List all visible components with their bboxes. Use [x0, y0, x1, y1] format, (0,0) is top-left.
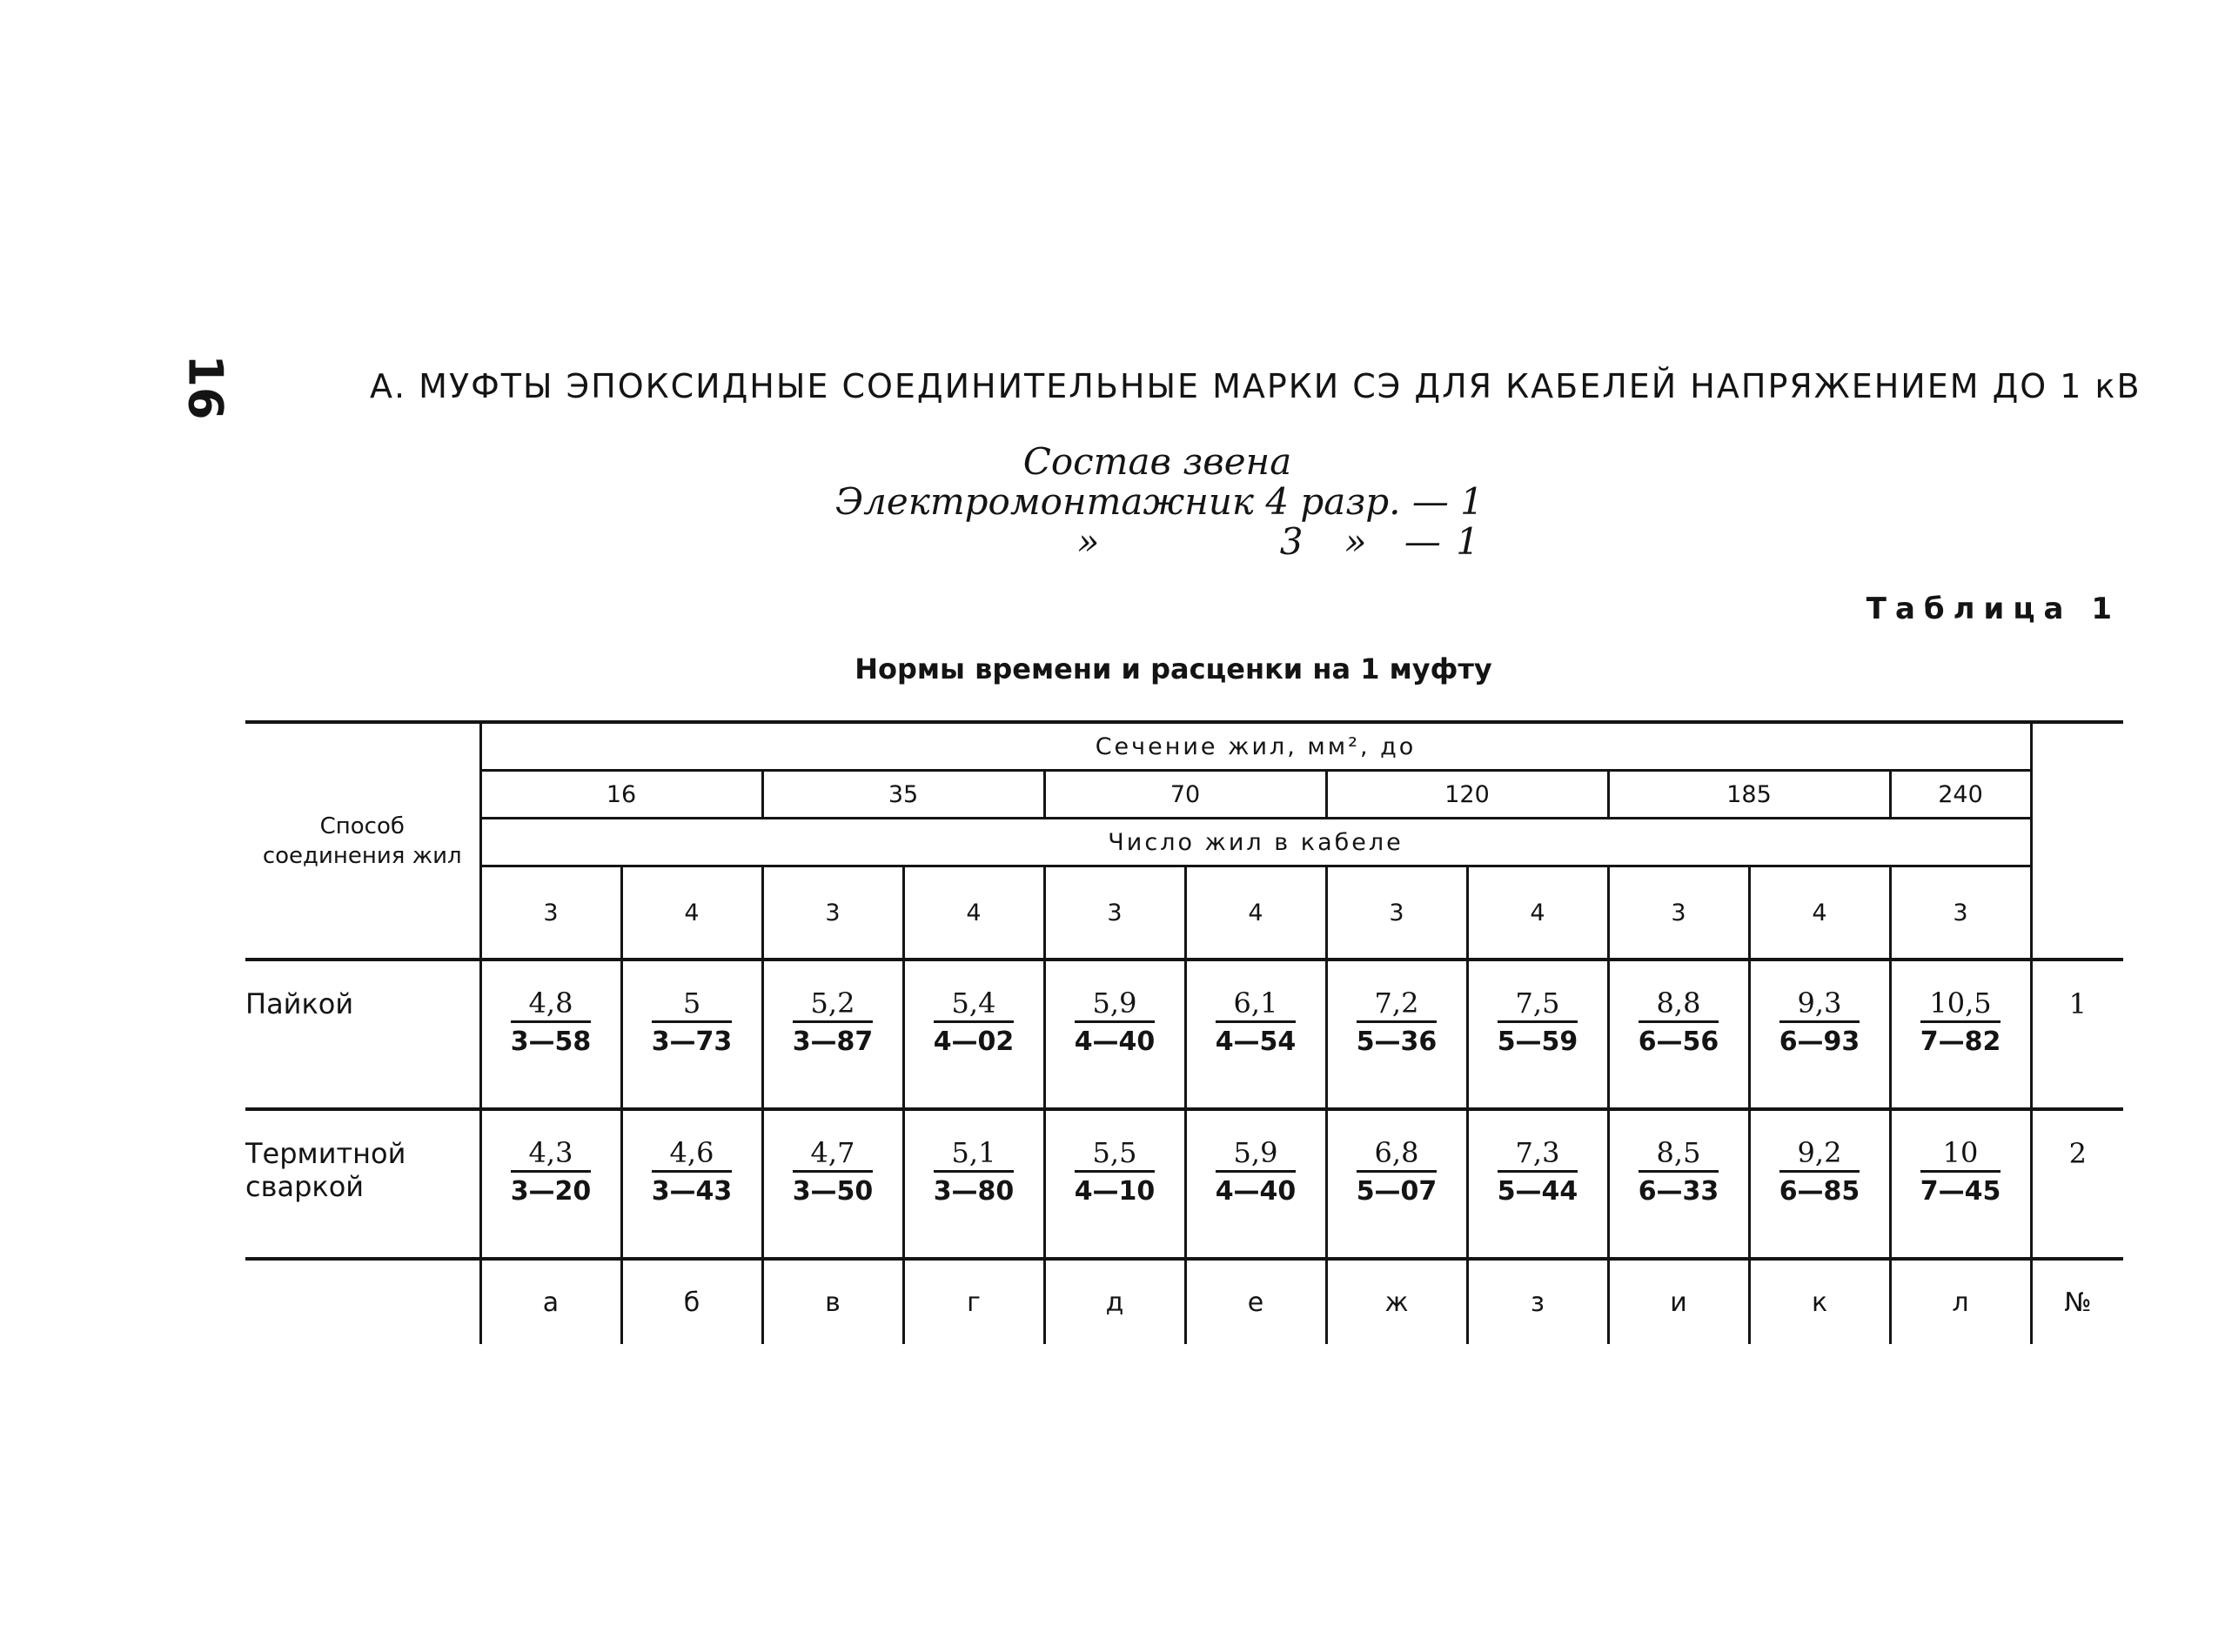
price: 4—54: [1215, 1027, 1297, 1057]
table-row: [245, 1109, 2123, 1259]
crew-composition: [835, 440, 1484, 563]
price: 6—93: [1779, 1027, 1860, 1057]
number-mark: №: [2064, 1287, 2092, 1318]
time-norm: 9,3: [1779, 986, 1860, 1023]
price: 4—02: [933, 1027, 1015, 1057]
table-cell: [1185, 960, 1326, 1109]
sizes-row: [245, 771, 2123, 819]
core-count: 4: [621, 866, 762, 960]
core-count: 4: [1467, 866, 1608, 960]
table-cell: [1467, 1109, 1608, 1259]
table-cell: [1749, 960, 1890, 1109]
core-count: 3: [762, 866, 903, 960]
time-norm: 8,5: [1639, 1135, 1719, 1173]
time-norm: 9,2: [1779, 1135, 1860, 1173]
time-norm: 4,3: [511, 1135, 592, 1173]
size-header: 120: [1326, 771, 1608, 819]
column-letter: г: [903, 1259, 1044, 1344]
table-cell: [1185, 1109, 1326, 1259]
price: 4—40: [1074, 1027, 1156, 1057]
table-cell: [903, 1109, 1044, 1259]
price: 3—20: [510, 1176, 592, 1207]
time-norm: 10,5: [1920, 986, 2001, 1023]
price: 3—58: [510, 1027, 592, 1057]
time-norm: 5,4: [934, 986, 1015, 1023]
number-header: [2031, 722, 2123, 960]
time-norm: 5,9: [1075, 986, 1156, 1023]
time-norm: 7,5: [1498, 986, 1578, 1023]
page-number: 16: [178, 354, 233, 420]
price: 3—87: [792, 1027, 874, 1057]
size-header: 16: [480, 771, 762, 819]
table-cell: [903, 960, 1044, 1109]
time-norm: 5: [652, 986, 733, 1023]
table-cell: [1608, 1109, 1749, 1259]
table-cell: [480, 1109, 621, 1259]
price: 7—82: [1920, 1027, 2001, 1057]
crew-title: Состав звена: [1022, 440, 1292, 483]
table-cell: [1608, 960, 1749, 1109]
crew-grade: 3: [1279, 520, 1304, 563]
time-norm: 7,3: [1498, 1135, 1578, 1173]
time-norm: 5,1: [934, 1135, 1015, 1173]
price: 6—33: [1638, 1176, 1719, 1207]
time-norm: 10: [1920, 1135, 2001, 1173]
table-cell: [480, 960, 621, 1109]
table-label: Таблица 1: [1866, 592, 2121, 626]
table-cell: [621, 1109, 762, 1259]
size-header: 70: [1044, 771, 1326, 819]
time-norm: 7,2: [1357, 986, 1438, 1023]
price: 5—07: [1356, 1176, 1438, 1207]
column-letter: л: [1890, 1259, 2031, 1344]
crew-line-2: [835, 522, 1479, 562]
row-number: 1: [2031, 960, 2123, 1109]
crew-line-1: Электромонтажник 4 разр. — 1: [835, 480, 1484, 523]
table-cell: [1749, 1109, 1890, 1259]
method-header: Способ соединения жил: [245, 722, 480, 960]
table-title: [0, 652, 2225, 686]
column-letter: к: [1749, 1259, 1890, 1344]
table-cell: [1326, 1109, 1467, 1259]
table-cell: [762, 960, 903, 1109]
row-number: 2: [2031, 1109, 2123, 1259]
section-header: Сечение жил, мм², до: [480, 722, 2031, 771]
core-count: 3: [480, 866, 621, 960]
price: 3—80: [933, 1176, 1015, 1207]
footer-blank: [245, 1259, 480, 1344]
table-cell: [1044, 1109, 1185, 1259]
price: 4—40: [1215, 1176, 1297, 1207]
time-norm: 8,8: [1639, 986, 1719, 1023]
column-letter: и: [1608, 1259, 1749, 1344]
time-norm: 6,1: [1216, 986, 1297, 1023]
crew-ditto-mark: »: [1076, 520, 1100, 563]
price: 3—73: [651, 1027, 733, 1057]
column-letter: е: [1185, 1259, 1326, 1344]
column-letter: б: [621, 1259, 762, 1344]
price: 5—44: [1497, 1176, 1578, 1207]
row-label: Термитной сваркой: [245, 1109, 480, 1259]
row-label: Пайкой: [245, 960, 480, 1109]
table-cell: [1326, 960, 1467, 1109]
price: 3—43: [651, 1176, 733, 1207]
column-letters-row: [245, 1259, 2123, 1344]
time-norm: 5,9: [1216, 1135, 1297, 1173]
cores-header: Число жил в кабеле: [480, 819, 2031, 866]
time-norm: 4,7: [793, 1135, 874, 1173]
core-count: 4: [1185, 866, 1326, 960]
core-count: 3: [1890, 866, 2031, 960]
table-title-text: Нормы времени и расценки на 1 муфту: [854, 652, 1492, 686]
table-cell: [1890, 960, 2031, 1109]
crew-ditto-mark-2: »: [1344, 520, 1367, 563]
core-count: 3: [1608, 866, 1749, 960]
size-header: 35: [762, 771, 1044, 819]
price: 6—56: [1638, 1027, 1719, 1057]
time-norm: 6,8: [1357, 1135, 1438, 1173]
time-norm: 4,6: [652, 1135, 733, 1173]
core-count: 3: [1326, 866, 1467, 960]
table-row: [245, 960, 2123, 1109]
core-count: 3: [1044, 866, 1185, 960]
table-cell: [621, 960, 762, 1109]
size-header: 185: [1608, 771, 1890, 819]
price: 6—85: [1779, 1176, 1860, 1207]
time-norm: 4,8: [511, 986, 592, 1023]
size-header: 240: [1890, 771, 2031, 819]
column-letter: а: [480, 1259, 621, 1344]
core-count: 4: [903, 866, 1044, 960]
norms-table: [245, 720, 2123, 1344]
price: 3—50: [792, 1176, 874, 1207]
crew-count: — 1: [1404, 520, 1479, 563]
time-norm: 5,5: [1075, 1135, 1156, 1173]
column-letter: д: [1044, 1259, 1185, 1344]
time-norm: 5,2: [793, 986, 874, 1023]
price: 4—10: [1074, 1176, 1156, 1207]
section-heading: А. МУФТЫ ЭПОКСИДНЫЕ СОЕДИНИТЕЛЬНЫЕ МАРКИ СЭ ДЛЯ КАБЕЛЕЙ НАПРЯЖЕНИЕМ ДО 1 кВ: [370, 367, 2141, 405]
column-letter: з: [1467, 1259, 1608, 1344]
table-cell: [1044, 960, 1185, 1109]
table-cell: [1890, 1109, 2031, 1259]
cores-row: [245, 866, 2123, 960]
core-count: 4: [1749, 866, 1890, 960]
column-letter: в: [762, 1259, 903, 1344]
price: 7—45: [1920, 1176, 2001, 1207]
column-letter: ж: [1326, 1259, 1467, 1344]
table-cell: [1467, 960, 1608, 1109]
price: 5—36: [1356, 1027, 1438, 1057]
price: 5—59: [1497, 1027, 1578, 1057]
table-cell: [762, 1109, 903, 1259]
